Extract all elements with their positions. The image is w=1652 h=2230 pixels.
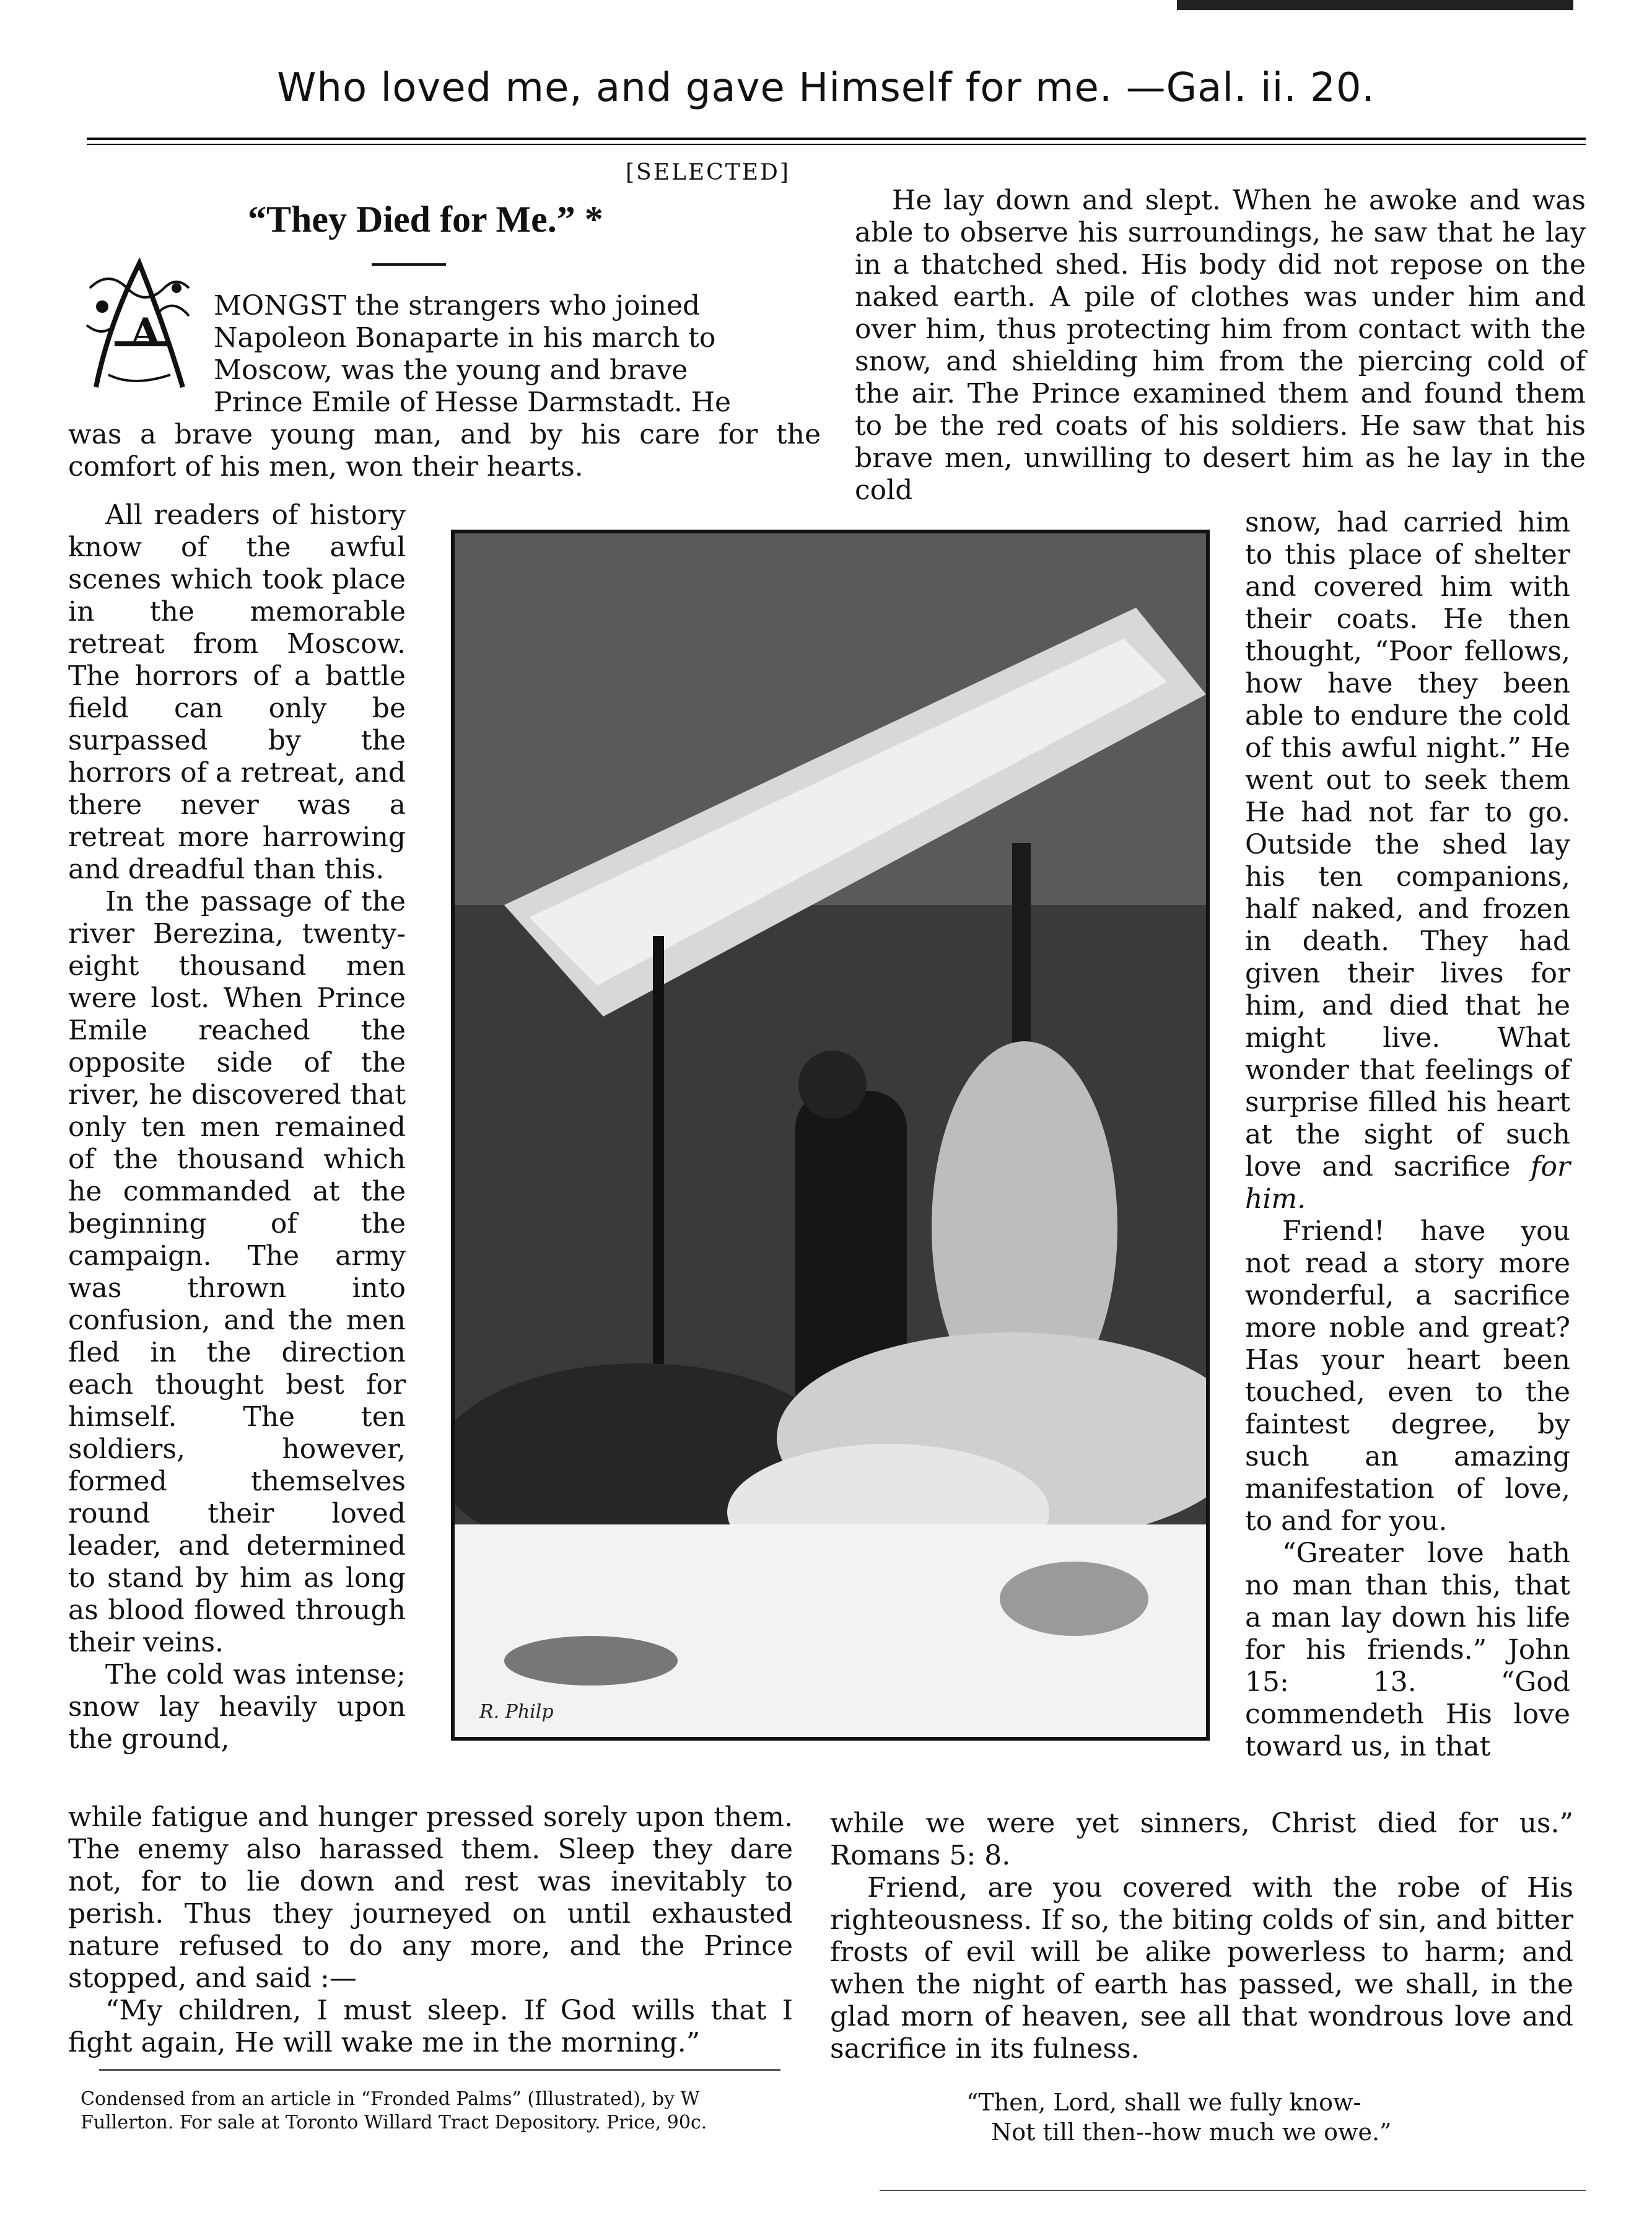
running-title: Who loved me, and gave Himself for me. — [277, 65, 1113, 111]
intro-line: MONGST the strangers who joined — [214, 290, 701, 321]
paragraph: In the passage of the river Berezina, twenty-eight thousand men were lost. When Prince Emile reached the opposite side of the river, he discovered that only ten men remained of the thousand which he commanded at the beginning of the campaign. The army was thrown into confusion, and the men fled in the direction each thought best for himself. The ten soldiers, however, formed themselves round their loved leader, and determined to stand by him as long as blood flowed through their veins. — [68, 886, 406, 1658]
intro-rest — [68, 419, 821, 483]
paragraph: “Greater love hath no man than this, that a man lay down his life for his friends.” John 15: 13. “God commendeth His love toward us, in that — [1245, 1537, 1570, 1762]
engraving-illustration — [451, 530, 1210, 1741]
paragraph: He lay down and slept. When he awoke and was able to observe his surroundings, he saw that he lay in a thatched shed. His body did not repose on the naked earth. A pile of clothes was under him and over him, thus protecting him from contact with the snow, and shielding him from the piercing cold of the air. The Prince examined them and found them to be the red coats of his soldiers. He saw that his brave men, unwilling to desert him as he lay in the cold — [855, 185, 1586, 506]
artist-signature: R. Philp — [479, 1701, 554, 1723]
paragraph: All readers of history know of the awful scenes which took place in the memorable retreat from Moscow. The horrors of a battle field can only be surpassed by the horrors of a retreat, and there never was a retreat more harrowing and dreadful than this. — [68, 499, 406, 885]
footnote — [81, 2088, 811, 2135]
right-narrow-column — [1245, 507, 1570, 1763]
closing-poem — [966, 2088, 1524, 2147]
selected-label: [SELECTED] — [626, 160, 790, 185]
left-narrow-column — [68, 499, 406, 1756]
paragraph: while fatigue and hunger pressed sorely upon them. The enemy also harassed them. Sleep they dare not, for to lie down and rest was inevitably to perish. Thus they journeyed on until exhausted nature refused to do any more, and the Prince stopped, and said :— — [68, 1801, 793, 1994]
intro-line: Napoleon Bonaparte in his march to — [214, 322, 716, 354]
article-title: “They Died for Me.” * — [248, 199, 603, 240]
dropcap-letter: A — [130, 310, 161, 356]
paragraph: Friend! have you not read a story more wonderful, a sacrifice more noble and great? Has your heart been touched, even to the faintest degree, by such an amazing manifestation of love, to and for you. — [1245, 1215, 1570, 1537]
header-rule-thin — [87, 144, 1586, 145]
ornamental-dropcap — [84, 251, 195, 400]
poem-line: Not till then--how much we owe.” — [991, 2118, 1392, 2146]
prince-quote: “My children, I must sleep. If God wills that I fight again, He will wake me in the morning.” — [68, 1995, 793, 2058]
scripture-reference: —Gal. ii. 20. — [1125, 65, 1375, 111]
intro-line: Moscow, was the young and brave — [214, 354, 688, 386]
intro-rest-text: was a brave young man, and by his care for the comfort of his men, won their hearts. — [68, 419, 821, 483]
poem-line: “Then, Lord, shall we fully know- — [966, 2089, 1361, 2116]
paragraph: while we were yet sinners, Christ died for us.” Romans 5: 8. — [830, 1808, 1573, 1871]
footnote-rule — [99, 2069, 780, 2071]
left-bottom-column — [68, 1801, 793, 2059]
running-header — [0, 65, 1652, 111]
intro-line: Prince Emile of Hesse Darmstadt. He — [214, 387, 732, 418]
bottom-rule — [880, 2190, 1586, 2191]
paragraph: Friend, are you covered with the robe of His righteousness. If so, the biting colds of sin, and bitter frosts of evil will be alike powerless to harm; and when the night of earth has passed, we shall, in the glad morn of heaven, see all that wondrous love and sacrifice in its fulness. — [830, 1872, 1573, 2065]
top-edge-mark — [1177, 0, 1573, 10]
right-top-column — [855, 185, 1586, 507]
footnote-line: Condensed from an article in “Fronded Palms” (Illustrated), by W — [81, 2088, 700, 2110]
footnote-line: Fullerton. For sale at Toronto Willard Tract Depository. Price, 90c. — [81, 2112, 707, 2133]
for-him-emphasis: for him. — [1245, 1151, 1570, 1215]
right-bottom-column — [830, 1808, 1573, 2065]
paragraph: snow, had carried him to this place of shelter and covered him with their coats. He then thought, “Poor fellows, how have they been able to endure the cold of this awful night.” He went out to seek them He had not far to go. Outside the shed lay his ten companions, half naked, and frozen in death. They had given their lives for him, and died that he might live. What wonder that feelings of surprise filled his heart at the sight of such love and sacrifice for him. — [1245, 507, 1570, 1215]
paragraph: The cold was intense; snow lay heavily upon the ground, — [68, 1659, 406, 1755]
intro-lines — [214, 290, 821, 419]
header-rule — [87, 138, 1586, 140]
title-ornament — [372, 263, 446, 266]
